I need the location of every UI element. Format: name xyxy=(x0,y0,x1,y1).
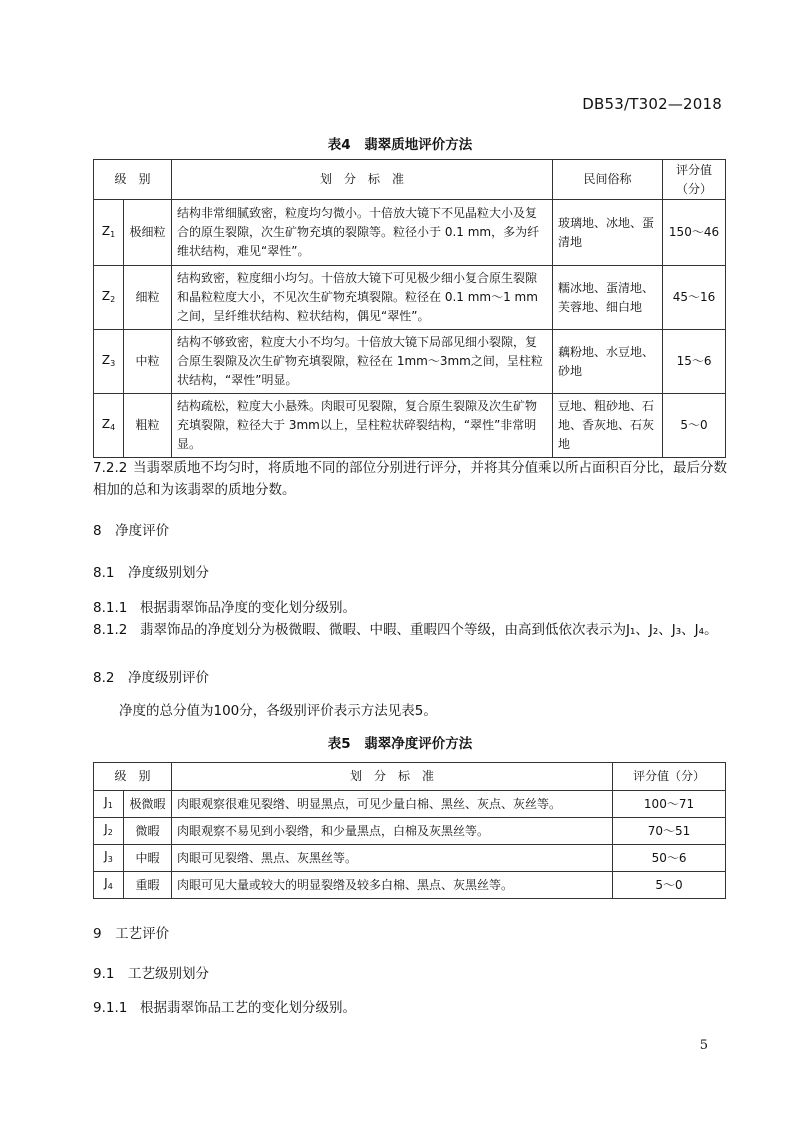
clause-number: 8.1.2 xyxy=(93,622,128,638)
table-row xyxy=(94,266,726,330)
table-row xyxy=(94,200,726,266)
grade-folk-name: 藕粉地、水豆地、砂地 xyxy=(553,330,663,394)
table5-caption: 表5 翡翠净度评价方法 xyxy=(327,736,473,752)
grade-name: 粗粒 xyxy=(124,394,172,458)
table4-header-level: 级 别 xyxy=(94,160,172,200)
table4-caption: 表4 翡翠质地评价方法 xyxy=(327,137,473,153)
clause-number: 9.1.1 xyxy=(93,1000,128,1016)
grade-criteria: 肉眼可见大量或较大的明显裂绺及较多白棉、黑点、灰黑丝等。 xyxy=(172,872,613,899)
clause-text: 根据翡翠饰品工艺的变化划分级别。 xyxy=(140,1000,356,1016)
table5-header-criteria: 划 分 标 准 xyxy=(172,763,613,791)
table4-header-score: 评分值（分） xyxy=(663,160,726,200)
section-heading-9-1: 9.1 工艺级别划分 xyxy=(93,966,209,982)
table-row xyxy=(94,845,726,872)
table4 xyxy=(93,159,726,458)
grade-score: 15～6 xyxy=(663,330,726,394)
grade-criteria: 肉眼观察很难见裂绺、明显黑点，可见少量白棉、黑丝、灰点、灰丝等。 xyxy=(172,791,613,818)
table4-header-criteria: 划 分 标 准 xyxy=(172,160,553,200)
grade-name: 微暇 xyxy=(124,818,172,845)
grade-folk-name: 玻璃地、冰地、蛋清地 xyxy=(553,200,663,266)
section-heading-8-1: 8.1 净度级别划分 xyxy=(93,565,209,581)
grade-criteria: 肉眼观察不易见到小裂绺，和少量黑点，白棉及灰黑丝等。 xyxy=(172,818,613,845)
grade-code: $J_1$ xyxy=(94,791,124,818)
grade-code: $J_4$ xyxy=(94,872,124,899)
grade-code: $Z_2$ xyxy=(94,266,124,330)
clause-text: 当翡翠质地不均匀时，将质地不同的部位分别进行评分，并将其分值乘以所占面积百分比，最后分数相加的总和为该翡翠的质地分数。 xyxy=(93,460,727,498)
table-row xyxy=(94,791,726,818)
table-row xyxy=(94,818,726,845)
grade-score: 5～0 xyxy=(613,872,726,899)
grade-criteria: 结构不够致密，粒度大小不均匀。十倍放大镜下局部见细小裂隙，复合原生裂隙及次生矿物充填裂隙，粒径在 1mm～3mm之间，呈柱粒状结构，“翠性”明显。 xyxy=(172,330,553,394)
table-row xyxy=(94,872,726,899)
table5-header-row xyxy=(94,763,726,791)
clause-text: 翡翠饰品的净度划分为极微暇、微暇、中暇、重暇四个等级，由高到低依次表示为J₁、J₂、J₃、J₄。 xyxy=(140,622,718,638)
section-heading-8-2: 8.2 净度级别评价 xyxy=(93,670,209,686)
clause-number: 8.1.1 xyxy=(93,600,128,616)
grade-score: 45～16 xyxy=(663,266,726,330)
table5-header-score: 评分值（分） xyxy=(613,763,726,791)
grade-name: 极微暇 xyxy=(124,791,172,818)
paragraph-8-1-1 xyxy=(93,597,733,619)
grade-criteria: 肉眼可见裂绺、黑点、灰黑丝等。 xyxy=(172,845,613,872)
table-row xyxy=(94,330,726,394)
grade-score: 150～46 xyxy=(663,200,726,266)
table5 xyxy=(93,762,726,899)
paragraph-8-2: 净度的总分值为100分，各级别评价表示方法见表5。 xyxy=(119,703,437,719)
grade-folk-name: 豆地、粗砂地、石地、香灰地、石灰地 xyxy=(553,394,663,458)
section-heading-9: 9 工艺评价 xyxy=(93,926,170,942)
section-heading-8: 8 净度评价 xyxy=(93,523,170,539)
paragraph-7-2-2 xyxy=(93,457,733,501)
grade-code: $Z_3$ xyxy=(94,330,124,394)
grade-code: $Z_1$ xyxy=(94,200,124,266)
standard-code: DB53/T302—2018 xyxy=(582,95,722,113)
grade-code: $J_2$ xyxy=(94,818,124,845)
grade-folk-name: 糯冰地、蛋清地、芙蓉地、细白地 xyxy=(553,266,663,330)
grade-criteria: 结构致密，粒度细小均匀。十倍放大镜下可见极少细小复合原生裂隙和晶粒粒度大小，不见次生矿物充填裂隙。粒径在 0.1 mm～1 mm之间，呈纤维状结构、粒状结构，偶见“翠性”。 xyxy=(172,266,553,330)
table4-header-row xyxy=(94,160,726,200)
grade-code: $Z_4$ xyxy=(94,394,124,458)
table5-header-level: 级 别 xyxy=(94,763,172,791)
grade-criteria: 结构非常细腻致密，粒度均匀微小。十倍放大镜下不见晶粒大小及复合的原生裂隙，次生矿物充填的裂隙等。粒径小于 0.1 mm，多为纤维状结构，难见“翠性”。 xyxy=(172,200,553,266)
page-number: 5 xyxy=(699,1038,708,1053)
table-row xyxy=(94,394,726,458)
grade-score: 50～6 xyxy=(613,845,726,872)
table4-header-folk: 民间俗称 xyxy=(553,160,663,200)
paragraph-9-1-1 xyxy=(93,997,733,1019)
grade-score: 5～0 xyxy=(663,394,726,458)
grade-score: 70～51 xyxy=(613,818,726,845)
grade-code: $J_3$ xyxy=(94,845,124,872)
grade-name: 中暇 xyxy=(124,845,172,872)
paragraph-8-1-2 xyxy=(93,619,733,641)
clause-text: 根据翡翠饰品净度的变化划分级别。 xyxy=(140,600,356,616)
grade-name: 极细粒 xyxy=(124,200,172,266)
clause-number: 7.2.2 xyxy=(93,460,128,476)
grade-name: 细粒 xyxy=(124,266,172,330)
grade-name: 中粒 xyxy=(124,330,172,394)
grade-criteria: 结构疏松，粒度大小悬殊。肉眼可见裂隙，复合原生裂隙及次生矿物充填裂隙，粒径大于 3mm以上，呈柱粒状碎裂结构，“翠性”非常明显。 xyxy=(172,394,553,458)
grade-name: 重暇 xyxy=(124,872,172,899)
grade-score: 100～71 xyxy=(613,791,726,818)
